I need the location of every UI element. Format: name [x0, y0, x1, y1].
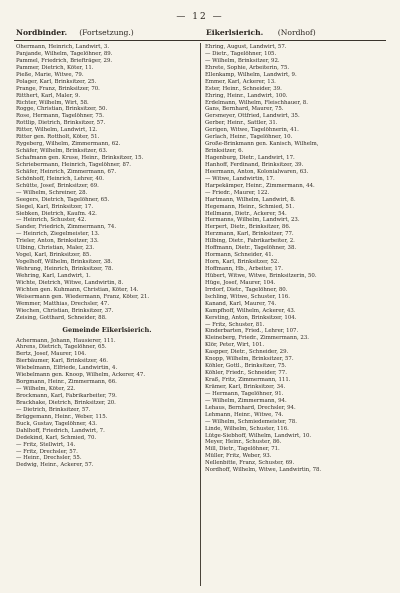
list-item: Herzmann, Karl, Brinksitzer, 77. [205, 231, 294, 238]
list-item: — Wilhelm, Schreiner, 28. [16, 189, 88, 196]
list-item: Schäfer, Heinrich, Zimmermann, 67. [16, 168, 117, 175]
list-item: Bierbäumer, Karl, Brinksitzer, 46. [16, 358, 108, 365]
list-item: Dahlhoff, Friedrich, Landwirt, 7. [16, 427, 105, 434]
list-item: Köhler, Friedr., Schneider, 77. [205, 370, 287, 377]
list-item: — Wilhelm, Zimmermann, 94. [205, 397, 287, 404]
list-item: — Heinrich, Ziegelmeister, 13. [16, 231, 100, 238]
list-item: Trieler, Anton, Brinksitzer, 33. [16, 238, 99, 245]
list-item: Hermanns, Wilhelm, Landwirt, 23. [205, 217, 300, 224]
list-item: — Fritz, Drechsler, 57. [16, 448, 78, 455]
list-item: Lehaus, Bernhard, Drechsler, 94. [205, 404, 296, 411]
list-item: Hegemann, Heinr., Schmied, 51. [205, 203, 295, 210]
list-item: Rose, Hermann, Tagelöhner, 75. [16, 113, 104, 120]
list-item: — Wilhelm, Schmiedemeister, 78. [205, 418, 297, 425]
list-item: Ehrete, Sophie, Arbeiterin, 75. [205, 64, 290, 71]
header-rule [14, 40, 386, 41]
list-item: — Dietrich, Brinksitzer, 57. [16, 406, 91, 413]
list-item: Große-Brinkmann gen. Kanisch, Wilhelm, [205, 141, 319, 148]
section-title: Gemeinde Eikerlsierich. [62, 325, 152, 334]
list-item: Achermann, Johann, Hausierer, 111. [16, 337, 116, 344]
list-item: Siegel, Karl, Brinksitzer, 17. [16, 203, 94, 210]
left-header-sub: (Fortsetzung.) [79, 28, 134, 37]
list-item: Hoffmann, Dietr., Tagelöhner, 38. [205, 245, 297, 252]
list-item: Gerlach, Heinr., Tagelöhner, 10. [205, 134, 293, 141]
list-item: Sander, Friedrich, Zimmermann, 74. [16, 224, 117, 231]
list-item: Brinksitzer, 6. [205, 148, 244, 155]
list-item: Schriebermann, Heinrich, Tagelöhner, 87. [16, 161, 132, 168]
page-number: — 12 — [176, 12, 224, 22]
list-item: Hagenburg, Dietr., Landwirt, 17. [205, 155, 295, 161]
list-item: Schafmann gen. Kruse, Heinr., Brinksitzer, 15. [16, 155, 144, 161]
list-item: Ritthert, Karl, Maler, 9. [16, 92, 81, 99]
list-item: Nordhoff, Wilhelm, Witwe, Landwirtin, 78. [205, 467, 322, 474]
list-item: Ester, Heinr., Schneider, 39. [205, 85, 282, 92]
list-item: Borgmann, Heinr., Zimmermann, 66. [16, 379, 117, 386]
list-item: Brockmann, Karl, Fabrikarbeiter, 79. [16, 393, 117, 399]
list-item: Gans, Bernhard, Maurer, 75. [205, 106, 284, 113]
list-item: Pammer, Dietrich, Köter, 11. [16, 64, 94, 71]
list-item: Lütge-Siebhoff, Wilhelm, Landwirt, 10. [205, 432, 312, 439]
list-item: Vogelhoff, Wilhelm, Brinksitzer, 38. [16, 259, 113, 266]
list-item: Zeising, Gotthard, Schneider, 88. [16, 314, 107, 321]
list-item: Wichten gen. Kuhmann, Christian, Köter, 14. [16, 286, 139, 293]
list-item: — Heinr., Drechsler, 55. [16, 455, 82, 462]
list-item: — Hermann, Tagelöhner, 91. [205, 390, 284, 397]
list-item: Wiebelmann gen. Knoop, Wilhelm, Ackerer, 47. [16, 372, 146, 379]
list-item: Schäfer, Wilhelm, Brinksitzer, 63. [16, 148, 108, 155]
list-item: Ahrens, Dietrich, Tagelöhner, 65. [16, 344, 107, 351]
list-item: Ohermann, Heinrich, Landwirt, 3. [16, 44, 110, 50]
list-item: Gersmeyer, Ottfried, Landwirt, 35. [205, 113, 300, 120]
list-item: Hüge, Josef, Maurer, 104. [205, 279, 276, 286]
list-item: Harpekämper, Heinr., Zimmermann, 44. [205, 182, 315, 189]
left-header-title: Nordbinder. [16, 28, 68, 37]
right-header [202, 28, 388, 38]
list-item: Hoffmann, Hb., Arbeiter, 17. [205, 266, 283, 272]
list-item: — Fritz, Schuster, 81. [205, 321, 265, 328]
list-item: Wemmer, Matthias, Drechsler, 47. [16, 300, 110, 307]
list-item: Gerigen, Witwe, Tagelöhnerin, 41. [205, 127, 299, 134]
right-header-title: Eikerlsierich. [205, 28, 264, 37]
list-item: Lehmann, Heinr., Witwe, 74. [205, 411, 284, 418]
list-item: Kleineberg, Friedr., Zimmermann, 23. [205, 335, 309, 342]
list-item: Klör, Peter, Wirt, 101. [205, 342, 265, 349]
list-item: Kraß, Fritz, Zimmermann, 111. [205, 377, 291, 383]
list-item: Dedwig, Heinr., Ackerer, 57. [16, 462, 94, 469]
list-item: — Friedr., Maurer, 122. [205, 189, 270, 196]
left-column [16, 44, 198, 469]
list-item: Kampfhoff, Wilhelm, Ackerer, 43. [205, 307, 296, 314]
list-item: Buck, Gustav, Tagelöhner, 43. [16, 420, 98, 427]
list-item: Hartmann, Wilhelm, Landwirt, 8. [205, 196, 296, 203]
list-item: — Dietr., Tagelöhner, 105. [205, 50, 277, 57]
list-item: Richter, Wilhelm, Wirt, 58. [16, 99, 89, 106]
list-item: Schütte, Josef, Brinksitzer, 69. [16, 182, 99, 189]
list-item: Gerber, Heinr., Sattler, 31. [205, 120, 278, 127]
list-item: Pammel, Friedrich, Briefträger, 29. [16, 57, 113, 64]
list-item: Ulbing, Christian, Maler, 23. [16, 245, 95, 252]
list-item: — Fritz, Stellwirt, 14. [16, 441, 76, 448]
list-item: Panjande, Wilhelm, Tagelöhner, 89. [16, 50, 113, 57]
list-item: Polager, Karl, Brinksitzer, 25. [16, 78, 97, 85]
list-item: Erdelmann, Wilhelm, Fleischhauer, 8. [205, 99, 308, 106]
list-item: Bertz, Josef, Maurer, 104. [16, 351, 87, 358]
list-item: Schönhoff, Heinrich, Lehrer, 40. [16, 175, 104, 182]
list-item: Nellenbitte, Franz, Schuster, 69. [205, 460, 295, 467]
list-item: Linde, Wilhelm, Schuster, 116. [205, 425, 289, 432]
list-item: Hormann, Schneider, 41. [205, 252, 274, 259]
list-item: Pieße, Marie, Witwe, 79. [16, 71, 84, 78]
list-item: Dedekind, Karl, Schmied, 70. [16, 434, 97, 441]
list-item: Ellenkamp, Wilhelm, Landwirt, 9. [205, 71, 297, 78]
list-item: Siebken, Dietrich, Kaufm. 42. [16, 210, 97, 217]
right-header-sub: (Nordhof) [277, 28, 316, 37]
list-item: Wichte, Dietrich, Witwe, Landwirtin, 8. [16, 279, 124, 286]
list-item: Hanhoff, Ferdinand, Brinksitzer, 39. [205, 161, 304, 168]
list-item: Weisermann gen. Wiedermann, Franz, Köter, 21. [16, 293, 150, 300]
list-item: Irrdorf, Dietr., Tagelöhner, 80. [205, 286, 288, 293]
list-item: — Witwe, Landwirtin, 17. [205, 175, 275, 182]
list-item: Knopp, Wilhelm, Brinksitzer, 57. [205, 356, 294, 363]
list-item: Heermann, Anton, Kolonialwaren, 63. [205, 168, 309, 175]
left-header [12, 28, 202, 38]
list-item: Brüggemann, Heinr., Weber, 115. [16, 413, 108, 420]
list-item: Vogel, Karl, Brinksitzer, 85. [16, 252, 92, 259]
list-item: Wehrung, Heinrich, Brinksitzer, 78. [16, 266, 114, 272]
list-item: Kanand, Karl, Maurer, 74. [205, 300, 277, 307]
list-item: Müller, Fritz, Weber, 93. [205, 453, 272, 460]
list-item: Mill, Dietr., Tagelöhner, 71. [205, 446, 280, 453]
list-item: Seegers, Dietrich, Tagelöhner, 65. [16, 196, 110, 203]
list-item: Ehring, August, Landwirt, 57. [205, 44, 287, 50]
list-item: Rottlip, Dietrich, Brinksitzer, 57. [16, 120, 106, 127]
list-item: Kinderbarten, Fried., Lehrer, 107. [205, 328, 299, 335]
column-headers [12, 28, 388, 38]
list-item: — Wilhelm, Brinksitzer, 92. [205, 57, 280, 64]
list-item: Ehring, Heinr., Landwirt, 100. [205, 92, 288, 99]
list-item: Wiebelmann, Elfriede, Landwirtin, 4. [16, 365, 118, 372]
list-item: Kaspper, Dietr., Schneider, 29. [205, 349, 289, 356]
list-item: Horn, Karl, Brinksitzer, 52. [205, 259, 280, 266]
list-item: Ritter gen. Rottholt, Köter, 51. [16, 134, 100, 141]
list-item: — Wilhelm, Köter, 22. [16, 386, 76, 393]
column-divider [200, 43, 201, 586]
list-item: Meyer, Heinr., Schuster, 86. [205, 439, 282, 446]
list-item: Rogge, Christian, Brinksitzer, 50. [16, 106, 108, 113]
list-item: Kersting, Anton, Brinksitzer, 104. [205, 314, 297, 321]
right-column [205, 44, 393, 474]
list-item: Herpert, Dietr., Brinksitzer, 86. [205, 224, 291, 231]
list-item: — Heinrich, Schuster, 42. [16, 217, 87, 224]
list-item: Krämer, Karl, Brinksitzer, 34. [205, 383, 286, 390]
list-item: Hübert, Witwe, Witwe, Brinksitzerin, 50. [205, 272, 317, 279]
list-item: Prange, Franz, Brinksitzer, 70. [16, 85, 100, 92]
list-item: Wehring, Karl, Landwirt, 1. [16, 272, 91, 279]
list-item: Wiechen, Christian, Brinksitzer, 37. [16, 307, 114, 314]
list-item: Ritter, Wilhelm, Landwirt, 12. [16, 127, 98, 134]
list-item: Hilbing, Dietr., Fabrikarbeiter, 2. [205, 238, 295, 245]
list-item: Hellmann, Dietr., Ackerer, 54. [205, 210, 287, 217]
list-item: Köhler, Gottl., Brinksitzer, 75. [205, 363, 287, 370]
list-item: Ischling, Witwe, Schuster, 116. [205, 293, 290, 300]
list-item: Brackhake, Dietrich, Brinksitzer, 20. [16, 399, 116, 406]
list-item: Emmer, Karl, Ackerer, 13. [205, 78, 276, 85]
list-item: Rygeberg, Wilhelm, Zimmermann, 62. [16, 141, 121, 148]
